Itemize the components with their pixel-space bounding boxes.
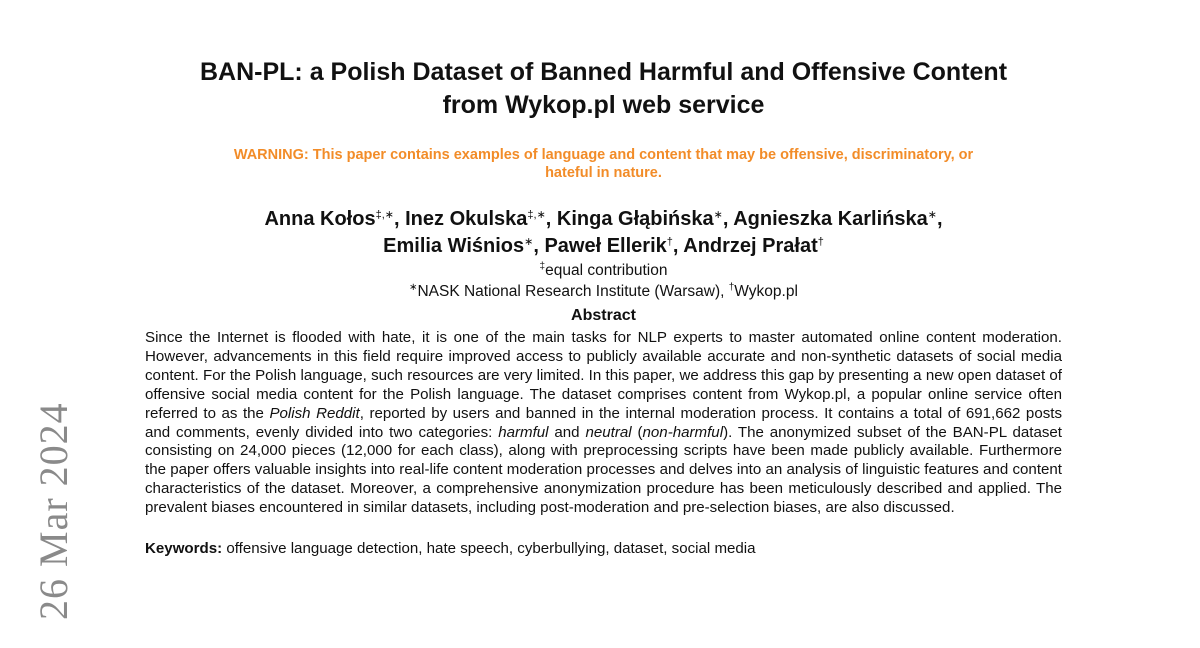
title-line-1: BAN-PL: a Polish Dataset of Banned Harmful and Offensive Content [199,58,1008,86]
author-separator: , [936,208,943,230]
author-name: Inez Okulska [405,208,528,230]
author-separator: , [545,208,557,230]
author-separator: , [533,235,545,257]
author-mark: ‡,∗ [527,209,546,221]
abstract-emphasis: neutral [585,423,632,441]
content-warning [145,146,1062,182]
author-line-1 [145,206,1062,233]
affiliation-text-1: NASK National Research Institute (Warsaw), [417,283,729,300]
warning-line-2: hateful in nature. [545,165,662,181]
paper-page [145,56,1062,559]
title-line-2: from Wykop.pl web service [442,91,765,119]
author-mark: † [817,236,824,248]
warning-line-1: WARNING: This paper contains examples of language and content that may be offensive, discriminatory, or [233,147,974,163]
abstract-text: Since the Internet is flooded with hate, it is one of the main tasks for NLP experts to master automated online content moderation. However, advancements in this field require improved access to publicly available accurate and non-synthetic datasets of social media content. For the Polish language, such resources are very limited. In this paper, we address this gap by presenting a new open dataset of offensive social media content for the Polish language. The dataset comprises content from Wykop.pl, a popular online service often referred to as the [145,329,1062,422]
abstract-text: and [548,423,586,441]
author-name: Emilia Wiśnios [383,235,525,257]
author-separator: , [722,208,734,230]
author-mark: † [666,236,673,248]
author-mark: ∗ [713,209,723,221]
author-separator: , [393,208,406,230]
equal-contribution-note [145,260,1062,281]
affiliation-mark-2: † [728,282,735,293]
keywords [145,540,1062,559]
affiliations [145,281,1062,302]
author-name: Anna Kołos [264,208,376,230]
author-line-2 [145,233,1062,260]
keywords-label: Keywords: [145,540,223,558]
arxiv-side-date: 26 Mar 2024 [31,402,76,620]
abstract-text: ( [631,423,643,441]
author-name: Agnieszka Karlińska [733,208,928,230]
abstract-emphasis: non-harmful [642,423,724,441]
author-mark: ∗ [927,209,937,221]
author-separator: , [672,235,684,257]
affiliation-mark-1: ∗ [409,282,418,293]
equal-contribution-mark: ‡ [539,261,546,272]
abstract-emphasis: harmful [498,423,549,441]
equal-contribution-text: equal contribution [545,262,668,279]
author-list [145,206,1062,260]
affiliation-text-2: Wykop.pl [734,283,798,300]
author-mark: ‡,∗ [375,209,394,221]
abstract-heading: Abstract [571,307,636,324]
abstract-text: ). The anonymized subset of the BAN-PL dataset consisting on 24,000 pieces (12,000 for each class), along with preprocessing scripts have been made publicly available. Furthermore the paper offers valuable insights into real-life content moderation processes and delves into an analysis of linguistic features and content characteristics of the dataset. Moreover, a comprehensive anonymization procedure has been meticulously described and applied. The prevalent biases encountered in similar datasets, including post-moderation and pre-selection biases, are also discussed. [145,423,1062,517]
author-name: Andrzej Prałat [683,235,818,257]
author-mark: ∗ [524,236,534,248]
abstract-text: , reported by users and banned in the internal moderation process. It contains a total of 691,662 posts and comments, evenly divided into two categories: [145,404,1062,441]
paper-title [145,56,1062,122]
abstract-body [145,329,1062,518]
keywords-text: offensive language detection, hate speech, cyberbullying, dataset, social media [222,540,756,558]
abstract-emphasis: Polish Reddit [269,404,360,422]
author-name: Paweł Ellerik [544,235,667,257]
author-name: Kinga Głąbińska [556,208,714,230]
